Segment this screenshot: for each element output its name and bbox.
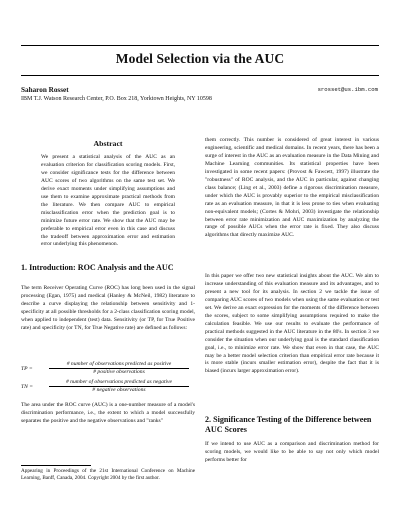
section2-text-1: If we intend to use AUC as a comparison and discrimination method for scoring models, we would like to be able to say not only which model performs better for <box>205 441 379 463</box>
equation-tn-numerator: # number of observations predicted as negative <box>65 379 173 385</box>
paper-title: Model Selection via the AUC <box>115 51 285 66</box>
title-top-rule <box>21 45 379 46</box>
equation-tp-lhs: TP = <box>21 366 33 372</box>
equation-tp-fraction <box>43 361 195 376</box>
section1-heading: 1. Introduction: ROC Analysis and the AUC <box>21 263 174 272</box>
author-name: Saharon Rosset <box>21 86 69 94</box>
equation-tn-lhs: TN = <box>21 384 34 390</box>
abstract-text: We present a statistical analysis of the AUC as an evaluation criterion for classification scoring models. First, we consider significance tests for the difference between AUC scores of two algorithms on the same test set. We derive exact moments under simplifying assumptions and use them to examine approximate practical methods from the literature. We then compare AUC to empirical misclassification error when the prediction goal is to minimize future error rate. We show that the AUC may be preferable to empirical error even in this case and discuss the tradeoff between approximation error and estimation error underlying this phenomenon. <box>41 154 175 248</box>
section2-paragraph-1 <box>205 441 379 465</box>
equation-tp <box>21 361 195 379</box>
footnote-rule <box>21 465 91 466</box>
section1-paragraph-1 <box>21 285 195 333</box>
author-email: srosset@us.ibm.com <box>317 86 378 93</box>
author-affiliation: IBM T.J. Watson Research Center, P.O. Box 218, Yorktown Heights, NY 10598 <box>21 96 212 102</box>
abstract-heading: Abstract <box>93 139 123 148</box>
section1-text-2: The area under the ROC curve (AUC) is a one-number measure of a model's discrimination performance, i.e., the extent to which a model successfully separates the positive and the negative observations and "ranks" <box>21 402 195 424</box>
equation-tn-fraction <box>43 379 195 394</box>
section1-paragraph-2 <box>21 402 195 426</box>
title-bottom-rule <box>21 75 379 76</box>
right-text-1: them correctly. This number is considered of great interest in various engineering, scientific and medical domains. In recent years, there has been a surge of interest in the AUC as an evaluation measure in the Data Mining and Machine Learning communities. Its statistical properties have been investigated in some recent papers: (Provost & Fawcett, 1997) illustrate the "robustness" of ROC analysis, and the AUC in particular, against changing class balance; (Ling et al., 2003) define a rigorous discrimination measure, under which the AUC is provably superior to the empirical misclassification rate as an evaluation measure, in that it is less prone to ties when evaluating non-equivalent models; (Cortes & Mohri, 2003) investigate the relationship between error rate minimization and AUC maximization by analyzing the range of possible AUCs when the error rate is fixed. They also discuss algorithms that directly maximize AUC. <box>205 137 379 239</box>
equation-tn-denominator: # negative observations <box>92 387 146 393</box>
abstract-body <box>41 154 175 249</box>
equation-tn <box>21 379 195 397</box>
equation-tp-denominator: # positive observations <box>93 369 145 375</box>
right-paragraph-1 <box>205 137 379 240</box>
right-text-2: In this paper we offer two new statistical insights about the AUC. We aim to increase understanding of this evaluation measure and its advantages, and to present a new tool for its analysis. In section 2 we tackle the issue of comparing AUC scores of two models when using the same evaluation or test set. We derive an exact expression for the moments of the difference between the scores, subject to some simplifying assumptions required to make the calculation feasible. We use our results to evaluate the performance of practical methods suggested in the AUC literature in the 80's. In section 3 we consider the situation when our underlying goal is the standard classification goal, i.e., to minimize error rate. We show that even in that case, the AUC may be a better model selection criterion than empirical error rate because it is more stable (incurs smaller estimation error), despite the fact that it is biased (incurs larger approximation error). <box>205 273 379 375</box>
right-paragraph-2 <box>205 273 379 376</box>
equation-tp-numerator: # number of observations predicted as positive <box>66 361 172 367</box>
footnote <box>21 468 195 482</box>
section2-heading: 2. Significance Testing of the Difference between AUC Scores <box>205 415 372 434</box>
section1-text-1: The term Receiver Operating Curve (ROC) has long been used in the signal processing (Egan, 1975) and medical (Hanley & McNeil, 1982) literature to describe a curve displaying the relationship between sensitivity and 1-specificity at all possible thresholds for a 2-class classification scoring model, when applied to independent (test) data. Sensitivity (or TP, for True Positive rate) and specificity (or TN, for True Negative rate) are defined as follows: <box>21 285 195 331</box>
footnote-text: Appearing in Proceedings of the 21st International Conference on Machine Learning, Banff, Canada, 2004. Copyright 2004 by the first author. <box>21 468 195 481</box>
